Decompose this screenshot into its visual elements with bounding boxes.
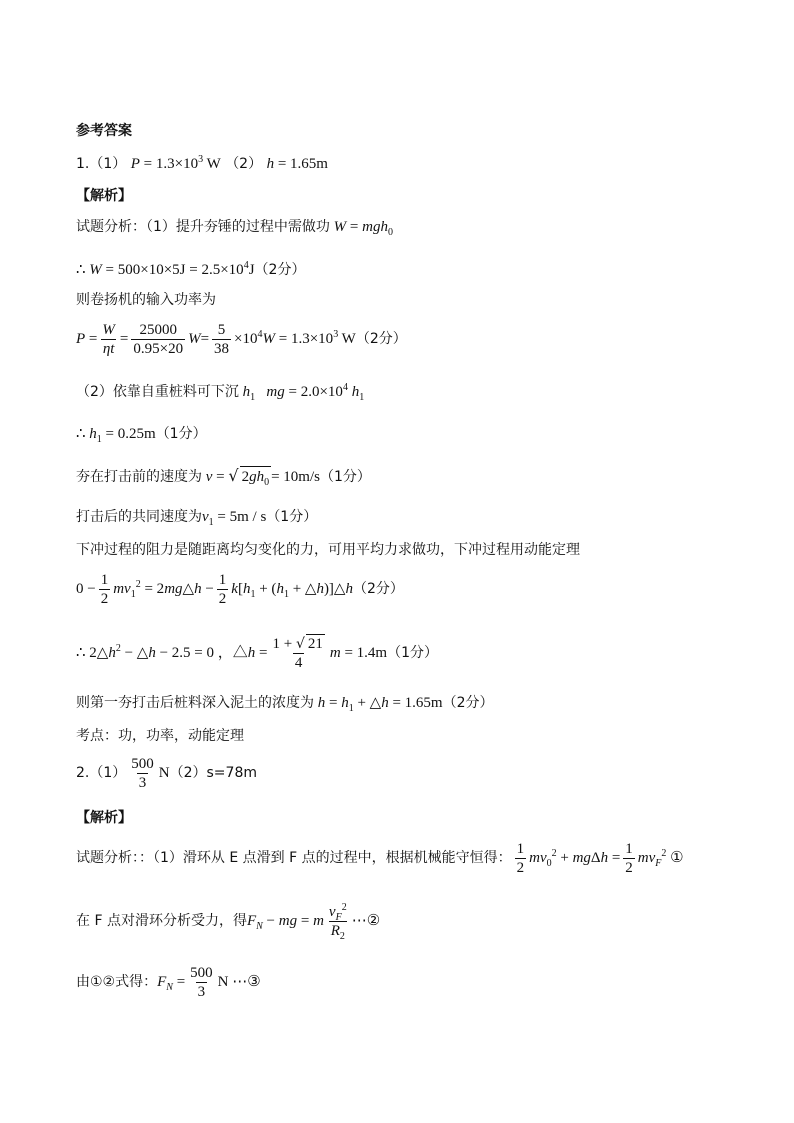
q1-line8: 打击后的共同速度为$v_1 = 5m / s(1$分） <box>76 509 318 528</box>
q1-line7: 夯在打击前的速度为 v = √ $2gh_0 = 10m/s(1$分） <box>76 466 371 488</box>
q1-kaodian: 考点：功，功率，动能定理 <box>76 728 244 744</box>
q2-line3: 由①②式得： $F_N$ = $\frac{500}{3}$ N ⋯③ <box>76 964 261 1000</box>
q1-line10-energy-theorem: 0 − $\frac{1}{2}$ $mv_1^2$ = 2mg△h − $\frac{1}{2}$ $k[h_1 + (h_1$ + △h)]△h （2分） <box>76 571 404 607</box>
answers-heading: 参考答案 <box>76 123 132 139</box>
q2-analysis-title: 【解析】 <box>76 810 132 826</box>
q1-line4-power-formula: P = $\frac{W}{\eta t}$ = $\frac{25000}{0.95\times 20}$ W = $\frac{5}{38}$ $\times 10^4W = 1.3\times 10^3$ W （2分） <box>76 321 407 357</box>
q1-answer: 1.（1） $P = 1.3\times 10^3$ W （2） h = 1.65m <box>76 154 328 172</box>
q1-line5: （2）依靠自重桩料可下沉 $h_1$ mg = $2.0\times 10^4$ $h_1$ <box>76 382 365 403</box>
q2-answer: 2.（1） $\frac{500}{3}$ N （2）s=78m <box>76 755 257 791</box>
q1-analysis-title: 【解析】 <box>76 188 132 204</box>
q2-line2: 在 F 点对滑环分析受力，得 $F_N$ − mg = m $\frac{v_F^2}{R_2}$ ⋯② <box>76 901 381 942</box>
q2-line1: 试题分析：：（1）滑环从 E 点滑到 F 点的过程中，根据机械能守恒得： $\frac{1}{2}$ $mv_0^2 + mg\Delta h$ = $\frac{1}{2}$ $mv_F^2$ ① <box>76 840 684 876</box>
q1-line12: 则第一夯打击后桩料深入泥土的浓度为 $h = h_1$ + △h = 1.65m（2分） <box>76 695 494 714</box>
q1-line6: ∴ $h_1 = 0.25m(1$分） <box>76 426 207 445</box>
q1-line2: ∴ $W = 500\times 10\times 5J = 2.5\times 10^4J(2$分） <box>76 260 306 278</box>
q1-line9: 下冲过程的阻力是随距离均匀变化的力，可用平均力求做功，下冲过程用动能定理 <box>76 542 580 558</box>
q1-line11-quadratic: ∴ $2\triangle h^2$ − △h − 2.5 = 0 ，△h = $\frac{1 + √ 21}{4}$ m = 1.4m （1分） <box>76 636 439 671</box>
q1-line1: 试题分析：（1）提升夯锤的过程中需做功 W = mgh$_0$ <box>76 219 393 238</box>
q1-line3: 则卷扬机的输入功率为 <box>76 292 216 308</box>
